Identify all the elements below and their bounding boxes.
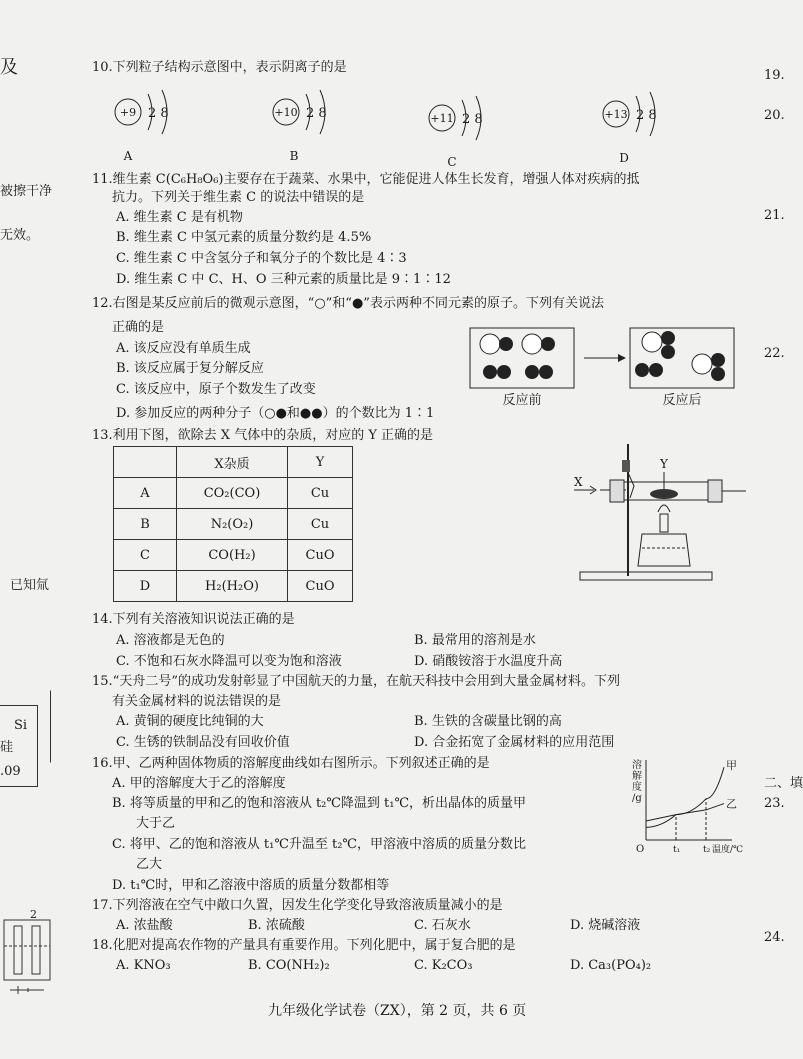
- q11-stem-1: 11.维生素 C(C₆H₈O₆)主要存在于蔬菜、水果中，它能促进人体生长发育，增强人体对疾病的抵: [92, 172, 640, 187]
- table-cell: CuO: [288, 571, 353, 602]
- q12-option-b: B. 该反应属于复分解反应: [116, 361, 264, 376]
- table-cell: CO₂(CO): [177, 478, 288, 509]
- table-cell: CO(H₂): [177, 540, 288, 571]
- q10-diagram-a: [112, 88, 192, 168]
- q13-table: [113, 446, 353, 602]
- q14-option-b: B. 最常用的溶剂是水: [414, 633, 536, 648]
- q17-option-c: C. 石灰水: [414, 918, 471, 933]
- x-tick-t2: t₂: [703, 845, 711, 855]
- q13-apparatus: [570, 438, 750, 584]
- table-cell: H₂(H₂O): [177, 571, 288, 602]
- before-label: 反应前: [502, 393, 542, 408]
- series-yi-line: [646, 804, 724, 821]
- table-header: Y: [288, 447, 353, 478]
- q15-stem-1: 15.“天舟二号”的成功发射彰显了中国航天的力量，在航天科技中会用到大量金属材料。下列: [92, 674, 620, 689]
- label-c: C: [447, 155, 457, 169]
- origin-label: O: [636, 844, 645, 855]
- q14-option-d: D. 硝酸铵溶于水温度升高: [414, 654, 563, 669]
- q18-option-d: D. Ca₃(PO₄)₂: [570, 958, 652, 973]
- apparatus-y: Y: [660, 457, 668, 471]
- series-label-yi: 乙: [726, 797, 737, 811]
- element-name: 硅: [0, 740, 14, 755]
- after-label: 反应后: [662, 393, 702, 408]
- q12-option-c: C. 该反应中，原子个数发生了改变: [116, 382, 316, 397]
- q16-option-a: A. 甲的溶解度大于乙的溶解度: [112, 776, 286, 791]
- q11-option-a: A. 维生素 C 是有机物: [116, 210, 243, 225]
- y-axis-label: 解: [632, 771, 642, 782]
- q17-option-b: B. 浓硫酸: [248, 918, 305, 933]
- shells-a: 2 8: [148, 106, 169, 121]
- page-footer: 九年级化学试卷（ZX），第 2 页，共 6 页: [268, 1003, 527, 1019]
- nucleus-a: +9: [119, 106, 137, 119]
- right-q21: 21.: [764, 208, 785, 223]
- y-axis-label: 度: [632, 782, 642, 793]
- q12-option-a: A. 该反应没有单质生成: [116, 341, 251, 356]
- table-cell: Cu: [288, 478, 353, 509]
- q14-stem: 14.下列有关溶液知识说法正确的是: [92, 612, 295, 627]
- q12-reaction-diagram: [466, 324, 742, 410]
- right-section2: 二、填: [764, 776, 803, 791]
- q11-option-c: C. 维生素 C 中含氢分子和氧分子的个数比是 4∶3: [116, 251, 407, 266]
- table-row: [114, 540, 353, 571]
- x-tick-t1: t₁: [673, 845, 681, 855]
- q15-option-a: A. 黄铜的硬度比纯铜的大: [116, 714, 264, 729]
- y-axis-label: /g: [632, 793, 642, 804]
- q17-stem: 17.下列溶液在空气中敞口久置，因发生化学变化导致溶液质量减小的是: [92, 898, 503, 913]
- q16-option-c-2: 乙大: [136, 857, 163, 872]
- q12-stem-2: 正确的是: [112, 320, 165, 335]
- q18-option-a: A. KNO₃: [116, 958, 171, 973]
- figure-number: 2: [30, 908, 37, 921]
- table-cell: CuO: [288, 540, 353, 571]
- y-axis-label: 溶: [632, 760, 642, 771]
- q16-option-c-1: C. 将甲、乙的饱和溶液从 t₁℃升温至 t₂℃，甲溶液中溶质的质量分数比: [112, 837, 526, 852]
- q17-option-d: D. 烧碱溶液: [570, 918, 641, 933]
- right-q19: 19.: [764, 68, 785, 83]
- solubility-chart: [628, 756, 744, 856]
- q15-stem-2: 有关金属材料的说法错误的是: [112, 694, 282, 709]
- table-header: X杂质: [177, 447, 288, 478]
- table-header: [114, 447, 177, 478]
- element-box-top: [36, 690, 51, 777]
- q18-stem: 18.化肥对提高农作物的产量具有重要作用。下列化肥中，属于复合肥的是: [92, 938, 516, 953]
- margin-char-ji: 及: [0, 57, 18, 78]
- q10-diagram-c: [428, 96, 508, 176]
- q11-stem-2: 抗力。下列关于维生素 C 的说法中错误的是: [112, 190, 365, 205]
- right-q20: 20.: [764, 108, 785, 123]
- element-mass: .09: [0, 764, 21, 779]
- q16-option-b-2: 大于乙: [136, 816, 176, 831]
- margin-text-3: 已知氚: [10, 578, 50, 593]
- table-cell: B: [114, 509, 177, 540]
- q15-option-d: D. 合金拓宽了金属材料的应用范围: [414, 735, 615, 750]
- table-cell: A: [114, 478, 177, 509]
- table-row: [114, 571, 353, 602]
- nucleus-d: +13: [604, 108, 628, 121]
- q13-stem: 13.利用下图，欲除去 X 气体中的杂质，对应的 Y 正确的是: [92, 428, 434, 443]
- q10-diagram-d: [600, 90, 680, 170]
- shells-d: 2 8: [636, 108, 657, 123]
- label-d: D: [619, 151, 629, 165]
- table-row: [114, 509, 353, 540]
- margin-text-1: 被擦干净: [0, 184, 53, 199]
- q11-option-b: B. 维生素 C 中氢元素的质量分数约是 4.5%: [116, 230, 372, 245]
- shells-c: 2 8: [462, 112, 483, 127]
- q12-stem-1: 12.右图是某反应前后的微观示意图，“○”和“●”表示两种不同元素的原子。下列有关说法: [92, 296, 604, 311]
- margin-text-2: 无效。: [0, 228, 40, 243]
- q10-stem: 10.下列粒子结构示意图中，表示阴离子的是: [92, 60, 347, 75]
- q16-option-b-1: B. 将等质量的甲和乙的饱和溶液从 t₂℃降温到 t₁℃，析出晶体的质量甲: [112, 796, 527, 811]
- q18-option-c: C. K₂CO₃: [414, 958, 473, 973]
- label-a: A: [123, 149, 133, 163]
- q14-option-a: A. 溶液都是无色的: [116, 633, 225, 648]
- table-cell: Cu: [288, 509, 353, 540]
- q17-option-a: A. 浓盐酸: [116, 918, 173, 933]
- element-symbol: Si: [14, 718, 28, 733]
- shells-b: 2 8: [306, 106, 327, 121]
- q15-option-b: B. 生铁的含碳量比钢的高: [414, 714, 562, 729]
- x-axis-label: 温度/℃: [712, 845, 744, 855]
- nucleus-c: +11: [430, 112, 454, 125]
- table-row: [114, 478, 353, 509]
- nucleus-b: +10: [274, 106, 298, 119]
- table-header-row: [114, 447, 353, 478]
- table-cell: D: [114, 571, 177, 602]
- electrolysis-figure: [0, 906, 52, 1002]
- table-cell: N₂(O₂): [177, 509, 288, 540]
- series-label-jia: 甲: [726, 759, 737, 773]
- label-b: B: [289, 149, 299, 163]
- table-cell: C: [114, 540, 177, 571]
- q16-stem: 16.甲、乙两种固体物质的溶解度曲线如右图所示。下列叙述正确的是: [92, 756, 490, 771]
- q10-diagram-b: [270, 88, 350, 168]
- q15-option-c: C. 生锈的铁制品没有回收价值: [116, 735, 290, 750]
- right-q24: 24.: [764, 930, 785, 945]
- q11-option-d: D. 维生素 C 中 C、H、O 三种元素的质量比是 9∶1∶12: [116, 272, 451, 287]
- right-q22: 22.: [764, 346, 785, 361]
- apparatus-x: X: [574, 475, 583, 489]
- q12-option-d: D. 参加反应的两种分子（○●和●●）的个数比为 1∶1: [116, 406, 435, 421]
- right-q23: 23.: [764, 796, 785, 811]
- q18-option-b: B. CO(NH₂)₂: [248, 958, 330, 973]
- q14-option-c: C. 不饱和石灰水降温可以变为饱和溶液: [116, 654, 342, 669]
- q16-option-d: D. t₁℃时，甲和乙溶液中溶质的质量分数都相等: [112, 878, 390, 893]
